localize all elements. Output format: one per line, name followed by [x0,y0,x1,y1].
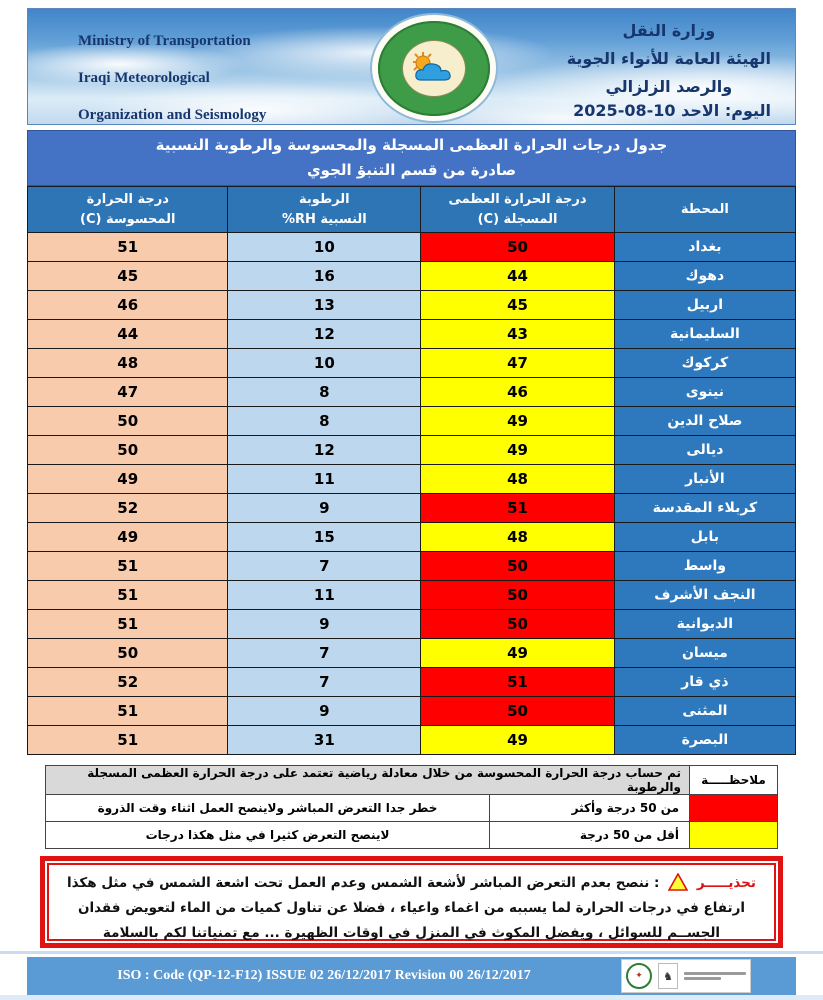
feel-temp-cell: 51 [28,726,228,755]
humidity-cell: 11 [228,465,421,494]
feel-temp-column-header: درجة الحرارة المحسوسة (C) [28,187,228,233]
table-row [28,407,796,436]
title-line2: صادرة من قسم التنبؤ الجوي [306,161,517,179]
station-cell: المثنى [614,697,795,726]
org-name-ar-line1: وزارة النقل [622,21,716,40]
station-cell: الأنبار [614,465,795,494]
notes-legend [45,765,778,849]
feel-temp-cell: 52 [28,668,228,697]
notes-label: ملاحظـــــة [690,766,778,795]
table-row [28,465,796,494]
stations-tbody [28,233,796,755]
humidity-cell: 7 [228,552,421,581]
max-temp-cell: 49 [421,436,615,465]
feel-temp-cell: 51 [28,552,228,581]
footer-divider [0,951,823,954]
feel-temp-cell: 50 [28,436,228,465]
station-cell: اربيل [614,291,795,320]
yellow-desc-text: لاينصح التعرض كثيرا في مثل هكذا درجات [46,822,490,849]
feel-temp-cell: 44 [28,320,228,349]
station-cell: صلاح الدين [614,407,795,436]
warning-box [40,856,783,948]
note-yellow-row [46,822,778,849]
max-temp-cell: 48 [421,465,615,494]
red-range-text: من 50 درجة وأكثر [490,795,690,822]
feel-temp-cell: 51 [28,697,228,726]
humidity-cell: 8 [228,407,421,436]
iso-cert-emblem-icon: ✦ [626,963,652,989]
humidity-cell: 9 [228,610,421,639]
logo-green-ring [378,21,490,116]
title-line1: جدول درجات الحرارة العظمى المسجلة والمحسوسة والرطوبة النسبية [155,135,668,154]
organization-logo [370,13,498,123]
station-cell: ديالى [614,436,795,465]
iso-code-text: ISO : Code (QP-12-F12) ISSUE 02 26/12/2017 Revision 00 26/12/2017 [117,968,531,983]
feel-temp-cell: 51 [28,610,228,639]
max-temp-cell: 50 [421,552,615,581]
org-name-ar-line2: الهيئة العامة للأنواء الجوية [566,49,771,68]
humidity-cell: 7 [228,668,421,697]
humidity-cell: 9 [228,697,421,726]
max-temp-cell: 50 [421,581,615,610]
table-row [28,668,796,697]
table-row [28,697,796,726]
table-row [28,581,796,610]
feel-temp-cell: 49 [28,465,228,494]
table-row [28,552,796,581]
yellow-color-swatch [690,822,778,849]
station-cell: البصرة [614,726,795,755]
table-row [28,233,796,262]
humidity-cell: 8 [228,378,421,407]
humidity-cell: 10 [228,233,421,262]
feel-temp-cell: 48 [28,349,228,378]
max-temp-cell: 46 [421,378,615,407]
station-cell: ميسان [614,639,795,668]
org-name-en-line3: Organization and Seismology [78,106,267,123]
max-temp-cell: 51 [421,668,615,697]
table-row [28,726,796,755]
humidity-cell: 11 [228,581,421,610]
station-cell: كربلاء المقدسة [614,494,795,523]
station-cell: السليمانية [614,320,795,349]
bulletin-title [27,130,796,186]
table-row [28,349,796,378]
red-desc-text: خطر جدا التعرض المباشر ولاينصح العمل اثناء وقت الذروة [46,795,490,822]
logo-inner-circle [402,40,466,97]
feel-temp-cell: 49 [28,523,228,552]
humidity-cell: 13 [228,291,421,320]
table-row [28,610,796,639]
humidity-cell: 31 [228,726,421,755]
humidity-cell: 9 [228,494,421,523]
max-temp-cell: 50 [421,610,615,639]
station-cell: ذي قار [614,668,795,697]
station-cell: بابل [614,523,795,552]
header-banner [27,8,796,125]
max-temp-cell: 51 [421,494,615,523]
note-calc-row [46,766,778,795]
station-column-header: المحطة [614,187,795,233]
table-row [28,262,796,291]
station-cell: واسط [614,552,795,581]
station-cell: دهوك [614,262,795,291]
table-row [28,291,796,320]
max-temp-cell: 47 [421,349,615,378]
max-temp-column-header: درجة الحرارة العظمى المسجلة (C) [421,187,615,233]
bulletin-date: اليوم: الاحد 10-08-2025 [573,101,771,120]
table-row [28,494,796,523]
note-red-row [46,795,778,822]
max-temp-cell: 43 [421,320,615,349]
max-temp-cell: 44 [421,262,615,291]
feel-temp-cell: 52 [28,494,228,523]
note-calculation-text: تم حساب درجة الحرارة المحسوسة من خلال معادلة رياضية تعتمد على درجة الحرارة العظمى المسجلة والرطوبة [46,766,690,795]
station-cell: كركوك [614,349,795,378]
station-cell: نينوى [614,378,795,407]
station-cell: الديوانية [614,610,795,639]
org-name-arabic [567,17,771,101]
org-name-en-line1: Ministry of Transportation [78,33,251,49]
cert-small-text [684,970,746,982]
humidity-cell: 15 [228,523,421,552]
feel-temp-cell: 46 [28,291,228,320]
max-temp-cell: 50 [421,697,615,726]
yellow-range-text: أقل من 50 درجة [490,822,690,849]
table-row [28,320,796,349]
humidity-cell: 7 [228,639,421,668]
station-cell: بغداد [614,233,795,262]
humidity-column-header: الرطوبة النسبية RH% [228,187,421,233]
bottom-strip [0,995,823,1000]
feel-temp-cell: 50 [28,639,228,668]
org-name-en-line2: Iraqi Meteorological [78,69,210,86]
humidity-cell: 16 [228,262,421,291]
warning-triangle-icon [668,873,688,891]
max-temp-cell: 49 [421,407,615,436]
table-header-row [28,187,796,233]
accreditation-mark-icon: ♞ [658,963,678,989]
certification-box [621,959,751,993]
max-temp-cell: 45 [421,291,615,320]
table-row [28,639,796,668]
temperatures-table [27,186,796,755]
humidity-cell: 12 [228,436,421,465]
footer-bar [27,957,796,995]
feel-temp-cell: 45 [28,262,228,291]
table-row [28,523,796,552]
table-row [28,378,796,407]
table-row [28,436,796,465]
warning-label: تحذيـــــر [696,875,756,891]
org-name-ar-line3: والرصد الزلزالي [605,77,733,96]
humidity-cell: 12 [228,320,421,349]
max-temp-cell: 49 [421,639,615,668]
warning-text-area [47,863,776,941]
max-temp-cell: 49 [421,726,615,755]
red-color-swatch [690,795,778,822]
org-name-english [78,23,266,133]
feel-temp-cell: 50 [28,407,228,436]
feel-temp-cell: 51 [28,581,228,610]
warning-body-text: : ننصح بعدم التعرض المباشر لأشعة الشمس وعدم العمل تحت اشعة الشمس في مثل هكذا ارتفاع في درجات الحرارة لما يسببه من اغماء واعياء ، فضلا عن تناول كميات من الماء لتعويض فقدان الجســم للسوائل ، ويفضل المكوث في المنزل في اوقات الظهيرة ... مع تمنياتنا لكم بالسلامة [67,875,745,941]
sun-cloud-icon [409,50,459,86]
feel-temp-cell: 47 [28,378,228,407]
feel-temp-cell: 51 [28,233,228,262]
humidity-cell: 10 [228,349,421,378]
max-temp-cell: 50 [421,233,615,262]
max-temp-cell: 48 [421,523,615,552]
station-cell: النجف الأشرف [614,581,795,610]
